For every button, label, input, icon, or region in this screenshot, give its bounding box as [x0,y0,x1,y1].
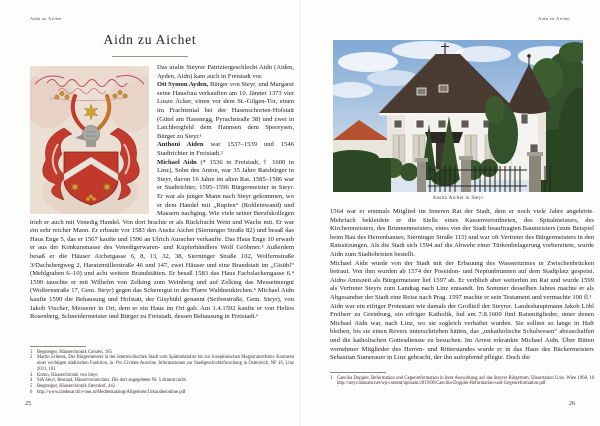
page-title: Aidn zu Aichet [103,32,197,47]
paragraph-text: 1564 war er erstmals Mitglied im Inneren Rat der Stadt, dem er noch viele Jahre angehörte. Mehrfach bekleidete er die Stelle eines Kassenverordneten, des Spitalmeisters, des Kirchenmeisters, des Brunnenmeisters, eines von der Stadt beauftragten Baumeisters (zum Beispiel beim Bau des Herrenhauses, Sierninger Straße 115) und war oft Vertreter des Bürgermeisters in den Ratssitzungen. Als die Stadt sich 1594 auf die Abwehr einer Türkenbelagerung vorbereitete, wurde Aidn zum Stadtobristen bestellt. [330,208,594,258]
right-page [300,0,600,426]
footnote-number: 3 [30,372,33,378]
footnote-number: 4 [30,378,33,384]
footnote-text: StA Steyr, Bestand, Häuserverzeichnis. Die dort angegebene Nr. 5 stimmt nicht. [37,378,187,384]
paragraph-inner-rat [330,208,594,260]
footnote-number: 2 [30,355,33,361]
footnote [30,390,294,396]
armorial-coat-of-arms-image [30,66,149,214]
paragraph-wasserturm [330,260,594,303]
paragraph-text: Aidn war ein eifriger Protestant wie damals der Großteil der Steyrer. Landeshauptmann Jakob Löbl Freiherr zu Greinburg, ein eifriger Katholik, lud am 7.8.1600 fünf Ratsmitglieder, unter denen Michael Aidn war, nach Linz, wo sie sogleich verhaftet wurden. Sie sollten so lange in Haft bleiben, bis sie einen Revers unterschrieben hätten, das „unkatholische Schulwesen“ abzuschaffen und die katholischen Gottesdienste zu besuchen. Im Arrest erkrankte Michael Aidn. Über Bitten vornehmer Mitglieder des Herren- und Ritterstandes wurde er in das Haus des Bäckermeisters Sebastian Sumerauer in Linz gebracht, der ihn aufopfernd pflegte. Doch die [330,302,594,362]
footnote-text: Begsteiger, Häuserchronik Steyrdorf, 442 [37,384,116,390]
footnote-text: Begsteiger, Häuserchronik Garsten, 185 [37,349,112,355]
paragraph-text: Michael Aidn wurde von der Stadt mit der Erbauung des Wasserturmes in Zwischenbrücken betraut. Von ihm wurden ab 1574 der Poseidon- und Neptunbrunnen auf dem Stadtplatz gespeist. Aidns Amtszeit als Bürgermeister lief 1597 ab. Er verblieb aber weiterhin im Rat und wurde 1599 als Vertreter Steyrs zum Landtag nach Linz entsandt. Im Sommer desselben Jahres machte er als Abgesandter der Stadt eine Reise nach Prag. 1597 machte er sein Testament und vermachte 100 fl.¹ [330,259,594,301]
person-name-bold: Anthoni Aiden [157,141,204,149]
armorial-illustration [30,66,149,214]
left-footnotes [30,346,294,396]
title-rule [112,56,188,57]
page-gutter [299,0,301,426]
footnote-number: 5 [30,384,33,390]
photo-caption: Ansitz Aichet in Steyr [432,196,484,201]
right-body-text [330,208,594,364]
footnote-text: Martin Scheutz, Der Bürgermeister in der österreichischen Stadt vom Spätmittelalter bis zur Josephinischen Magistratsreform: Konturen einer wichtigen städtischen Funktion, in: Pro Civitate Austriae, Informationen zur Stadtgeschichtsforschung in Österreich, NF 16, Linz 2011, 101 [37,355,294,372]
footnote-number: 6 [30,390,33,396]
running-header-left: Aidn zu Aichet [30,16,63,21]
page-number-right: 26 [568,400,575,407]
paragraph-text: Das uralte Steyrer Patriziergeschlecht Aidn (Aiden, Ayden, Aidn) kam auch in Freistadt vor. [157,64,294,80]
footnote [330,376,594,388]
footnote-number: 1 [30,349,33,355]
running-header-right: Aidn zu Aichet [537,16,570,21]
left-body-text [30,64,294,344]
footnote-text: Caecilia Doppler, Reformation und Gegenreformation in ihrer Auswirkung auf das Steyrer Bürgertum, Dissertation Univ. Wien 1968, 18 http://steyr.dahoam.net/wp-content/uploads/2019/09/Caecilia-Doppler-Reformation-und-Gegenreformation.pdf [337,375,594,387]
person-name-bold: Michael Aidn [157,158,197,166]
paragraph-text: Bürger von Steyr, und Margaret seine Hausfrau verkauften am 10. Jänner 1373 vier Lusze Äcker, einen vor dem St.-Gilgen-Tor, einen im Frachtental bei der Hasenschorten-Hofstatt (Gütel am Hasenegg, Pyrachstraße 38) und zwei in Laichbergfeld dem Hannsen dem Spereysen, Bürger zu Steyr.¹ [157,81,294,140]
paragraph-text: war 1537–1539 und 1546 Stadtrichter in Freistadt.² [157,141,294,157]
paragraph-protestant [330,303,594,363]
footnote-separator [30,346,86,347]
photo-ansitz-aichet [333,40,583,192]
footnote-text: http://www.landesarchiv-ooe.at/Medienkatalog/Allgemein/Urkundenonline.pdf [37,390,186,396]
footnote [30,355,294,372]
footnote-separator [330,372,386,373]
right-footnotes [330,372,594,387]
page-number-left: 25 [25,400,32,407]
footnote-number: 1 [330,375,333,381]
paragraph-text: (* 1536 in Freistadt, † 1600 in Linz), Sohn des Anton, war 35 Jahre Ratsbürger in Steyr, davon 16 Jahre im alten Rat. 1585–1586 war er Stadtrichter, 1595–1596 Bürgermeister in Steyr. Er war als junger Mann nach Steyr gekommen, wo er dem Handel mit „Rupfen“ (Rohleinwand) und Massern nachging. Wie viele seiner Berufskollegen trieb er auch mit Venedig Handel. Von dort brachte er als Rückfracht Wein und Wachs mit. Er war ein sehr reicher Mann. Er erbaute vor 1583 den Ansitz Aichet (Sierninger Straße 82) und besaß das Haus Enge 5, das er 1567 kaufte und 1596 an Ulrich Auracher verkaufte. Das Haus Enge 10 erwarb er aus der Konkursmasse des Venedigerwaren- und Kupferhändlers Wolf Gröbmer.³ Außerdem besaß er die Häuser Aichetgasse 6, 8, 13, 32, 38, Sierninger Straße 102, Wolfernstraße 3/Dachsbergweg 2, Haratzmüllerstraße 46 und 147, zwei Häuser und eine Brandstatt im „Gisübl“ (Mehlgraben 6–10) und acht weitere Brandstätten. Er besaß 1583 das Haus Fachslackengasse 6.⁴ 1590 tauschte er mit Wilhelm von Zelking zum Weinberg und auf Zelking das Messeimergut (Wolfernstraße 17, Gem. Steyr) gegen das Scherergut in der Pfarre Waldneukirchen.⁵ Michael Aidn kaufte 1590 die Behausung und Hofstatt, der Gisybühl genannt (Seifenstraße, Gem. Steyr), von Jakob Vischer, Messerer in Ort, dem er ein Haus im Ort gab. Am 1.4.1592 kaufte er von Helios Rosenberg, Schneidermeister und Bürger zu Freistadt, dessen Behausung in Freistadt.⁶ [30,158,294,321]
person-name-bold: Ott Symon Ayden, [157,81,209,89]
footnote-text: Krenn, Häuserchronik von Steyr [37,372,98,378]
photo-illustration [333,40,583,192]
tower-finial [527,54,531,58]
